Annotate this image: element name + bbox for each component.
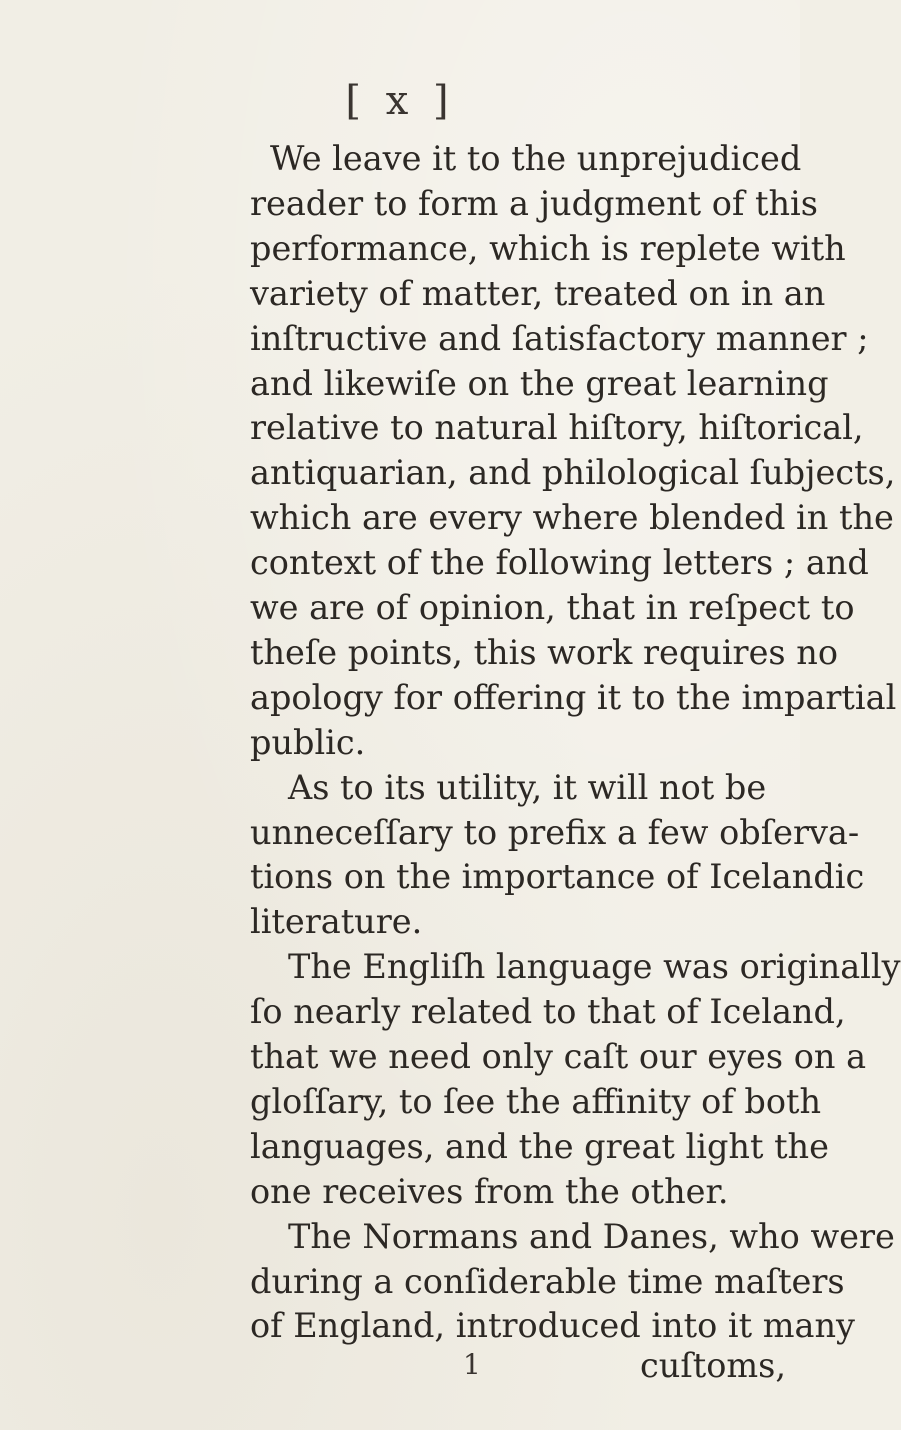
text-line: apology for offering it to the impartial — [250, 677, 897, 717]
text-line: one receives from the other. — [250, 1171, 729, 1211]
page-header: [ x ] — [345, 78, 455, 124]
catchword: cuſtoms, — [640, 1346, 786, 1385]
text-line: antiquarian, and philological ſubjects, — [250, 453, 896, 493]
text-line: relative to natural hiſtory, hiſtorical, — [250, 408, 864, 448]
text-line: The Normans and Danes, who were — [288, 1216, 895, 1256]
text-line: unneceſſary to prefix a few obſerva- — [250, 812, 860, 852]
text-line: public. — [250, 722, 366, 762]
text-line: inſtructive and ſatisfactory manner ; — [250, 318, 869, 358]
text-line: gloſſary, to ſee the affinity of both — [250, 1081, 822, 1121]
text-line: As to its utility, it will not be — [288, 767, 767, 807]
text-line: tions on the importance of Icelandic — [250, 857, 865, 897]
text-line: which are every where blended in the — [250, 498, 894, 538]
text-line: variety of matter, treated on in an — [250, 273, 826, 313]
text-line: performance, which is replete with — [250, 228, 846, 268]
text-line: we are of opinion, that in reſpect to — [250, 588, 855, 627]
text-line: ſo nearly related to that of Iceland, — [250, 992, 846, 1032]
signature-mark: 1 — [463, 1348, 481, 1381]
text-line: We leave it to the unprejudiced — [270, 139, 802, 178]
text-line: during a conſiderable time maſters — [250, 1261, 845, 1301]
text-line: and likewiſe on the great learning — [250, 363, 829, 403]
text-line: context of the following letters ; and — [250, 543, 869, 583]
text-line: reader to form a judgment of this — [250, 183, 818, 223]
text-line: literature. — [250, 902, 423, 942]
text-line: theſe points, this work requires no — [250, 632, 838, 672]
text-line: that we need only caſt our eyes on a — [250, 1037, 867, 1076]
text-line: of England, introduced into it many — [250, 1306, 855, 1346]
text-line: languages, and the great light the — [250, 1126, 829, 1166]
text-line: The Engliſh language was originally — [288, 947, 901, 987]
